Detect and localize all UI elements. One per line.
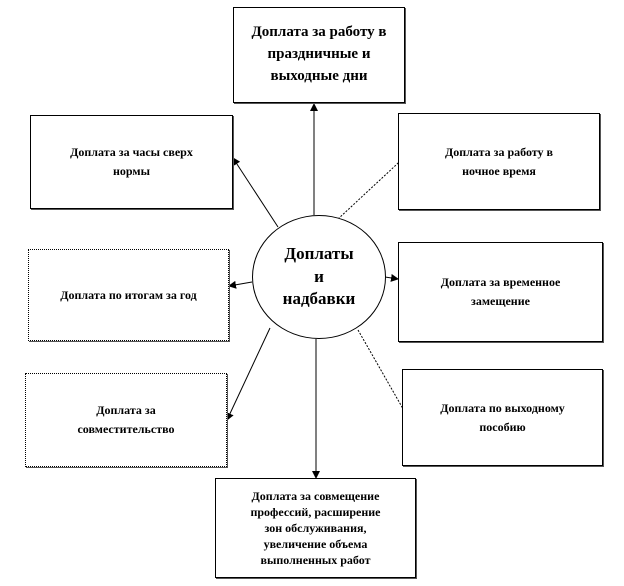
arrow-to-substitution — [385, 277, 398, 279]
box-night — [398, 113, 600, 210]
arrow-to-year-results — [229, 282, 252, 286]
box-holidays-label: Доплата за работу в праздничные и выходные дни — [251, 24, 387, 84]
box-severance — [402, 369, 603, 466]
center-label: Доплаты и надбавки — [282, 243, 356, 309]
box-overtime-label: Доплата за часы сверх нормы — [70, 145, 193, 178]
center-circle — [252, 215, 386, 339]
box-severance-label: Доплата по выходному пособию — [440, 400, 565, 434]
box-night-label: Доплата за работу в ночное время — [444, 144, 554, 178]
box-combination-label: Доплата за совмещение профессий, расширение зон обслуживания, увеличение объема выполненных работ — [250, 488, 381, 568]
box-part-time-label: Доплата за совместительство — [77, 403, 175, 436]
box-part-time — [25, 373, 227, 467]
arrow-to-overtime — [233, 158, 278, 227]
box-holidays — [233, 7, 405, 103]
box-substitution-label: Доплата за временное замещение — [440, 275, 561, 308]
box-year-results — [28, 249, 229, 341]
box-combination — [215, 478, 416, 578]
arrow-to-part-time — [227, 328, 270, 420]
box-year-results-label: Доплата по итогам за год — [60, 287, 197, 302]
box-substitution — [398, 242, 603, 342]
box-overtime — [30, 115, 233, 209]
